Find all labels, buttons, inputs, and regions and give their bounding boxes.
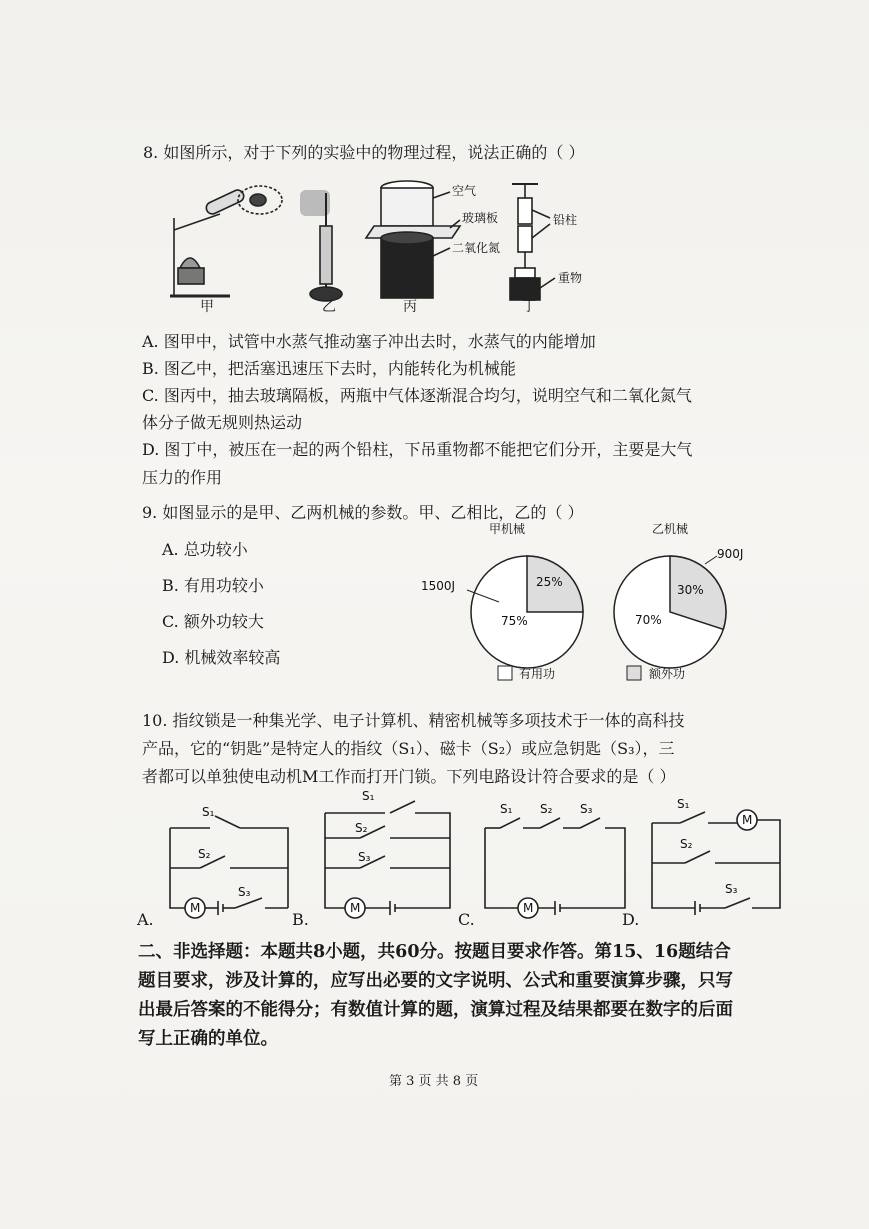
- fig-ding: [510, 184, 555, 300]
- q8-option-d: D. 图丁中，被压在一起的两个铅柱，下吊重物都不能把它们分开，主要是大气: [142, 440, 693, 459]
- circuit-a-s2: S₂: [198, 847, 211, 861]
- section2-line1: 二、非选择题：本题共8小题，共60分。按题目要求作答。第15、16题结合: [138, 942, 731, 962]
- caption-ding: 丁: [522, 299, 536, 315]
- pie-a-title: 甲机械: [488, 522, 526, 536]
- pie-b-title: 乙机械: [651, 522, 689, 536]
- circuit-d-s2: S₂: [680, 837, 693, 851]
- q8-option-a: A. 图甲中，试管中水蒸气推动塞子冲出去时，水蒸气的内能增加: [142, 332, 596, 351]
- q9-stem: 9. 如图显示的是甲、乙两机械的参数。甲、乙相比，乙的（ ）: [142, 503, 584, 522]
- circuit-d: [652, 810, 780, 915]
- q9-option-a: A. 总功较小: [162, 540, 248, 559]
- label-weight: 重物: [558, 271, 583, 285]
- pie-a-useful-label: 75%: [501, 614, 528, 628]
- circuit-d-label: D.: [622, 910, 640, 929]
- legend-extra: 额外功: [649, 667, 686, 681]
- section2-line2: 题目要求，涉及计算的，应写出必要的文字说明、公式和重要演算步骤，只写: [138, 971, 733, 991]
- label-air: 空气: [452, 184, 477, 198]
- circuit-c-s2: S₂: [540, 802, 553, 816]
- legend-extra-swatch: [627, 666, 641, 680]
- q8-stem: 8. 如图所示，对于下列的实验中的物理过程，说法正确的（ ）: [143, 143, 585, 162]
- caption-yi: 乙: [322, 299, 336, 315]
- motor-c-label: M: [523, 901, 534, 915]
- q9-option-d: D. 机械效率较高: [162, 648, 281, 667]
- q9-option-c: C. 额外功较大: [162, 612, 264, 631]
- pie-a-extra-label: 25%: [536, 575, 563, 589]
- circuit-d-s3: S₃: [725, 882, 738, 896]
- q10-line1: 10. 指纹锁是一种集光学、电子计算机、精密机械等多项技术于一体的高科技: [142, 711, 685, 730]
- motor-b-label: M: [350, 901, 361, 915]
- circuit-d-s1: S₁: [677, 797, 690, 811]
- circuit-c-s3: S₃: [580, 802, 593, 816]
- fig-bing: [366, 181, 460, 298]
- circuit-c: [485, 818, 625, 918]
- motor-d-label: M: [742, 813, 753, 827]
- pie-a: [471, 556, 583, 668]
- circuit-a-label: A.: [137, 910, 154, 929]
- caption-bing: 丙: [403, 299, 417, 315]
- q8-figure: [160, 178, 620, 323]
- circuit-b: [325, 801, 450, 918]
- label-lead: 铅柱: [553, 213, 578, 227]
- pie-b-useful-label: 70%: [635, 613, 662, 627]
- label-glass: 玻璃板: [462, 211, 499, 225]
- page-footer: 第 3 页 共 8 页: [389, 1074, 479, 1089]
- legend-useful: 有用功: [519, 667, 556, 681]
- circuit-c-label: C.: [458, 910, 475, 929]
- q10-circuits: [140, 788, 790, 928]
- circuit-b-s3: S₃: [358, 850, 371, 864]
- q8-option-c-cont: 体分子做无规则热运动: [142, 413, 303, 432]
- caption-jia: 甲: [200, 299, 214, 315]
- fig-yi: [300, 190, 342, 301]
- q9-option-b: B. 有用功较小: [162, 576, 264, 595]
- pie-a-energy: 1500J: [421, 579, 456, 593]
- motor-a-label: M: [190, 901, 201, 915]
- circuit-c-s1: S₁: [500, 802, 513, 816]
- q10-line2: 产品，它的“钥匙”是特定人的指纹（S₁）、磁卡（S₂）或应急钥匙（S₃），三: [142, 739, 675, 758]
- pie-b-extra-label: 30%: [677, 583, 704, 597]
- q8-option-b: B. 图乙中，把活塞迅速压下去时，内能转化为机械能: [142, 359, 516, 378]
- pie-b: [614, 556, 726, 668]
- label-no2: 二氧化氮: [452, 241, 501, 255]
- circuit-b-s1: S₁: [362, 789, 375, 803]
- circuit-b-s2: S₂: [355, 821, 368, 835]
- q10-line3: 者都可以单独使电动机M工作而打开门锁。下列电路设计符合要求的是（ ）: [142, 767, 676, 786]
- section2-line3: 出最后答案的不能得分；有数值计算的题，演算过程及结果都要在数字的后面: [138, 1000, 733, 1020]
- circuit-a-s1: S₁: [202, 805, 215, 819]
- q8-option-c: C. 图丙中，抽去玻璃隔板，两瓶中气体逐渐混合均匀，说明空气和二氧化氮气: [142, 386, 692, 405]
- section2-line4: 写上正确的单位。: [138, 1029, 278, 1049]
- circuit-a-s3: S₃: [238, 885, 251, 899]
- circuit-b-label: B.: [292, 910, 309, 929]
- q8-option-d-cont: 压力的作用: [142, 468, 223, 487]
- q9-pie-figure: [415, 520, 744, 690]
- pie-b-energy: 900J: [717, 547, 744, 561]
- circuit-a: [170, 816, 288, 918]
- legend-useful-swatch: [498, 666, 512, 680]
- fig-jia: [170, 186, 282, 296]
